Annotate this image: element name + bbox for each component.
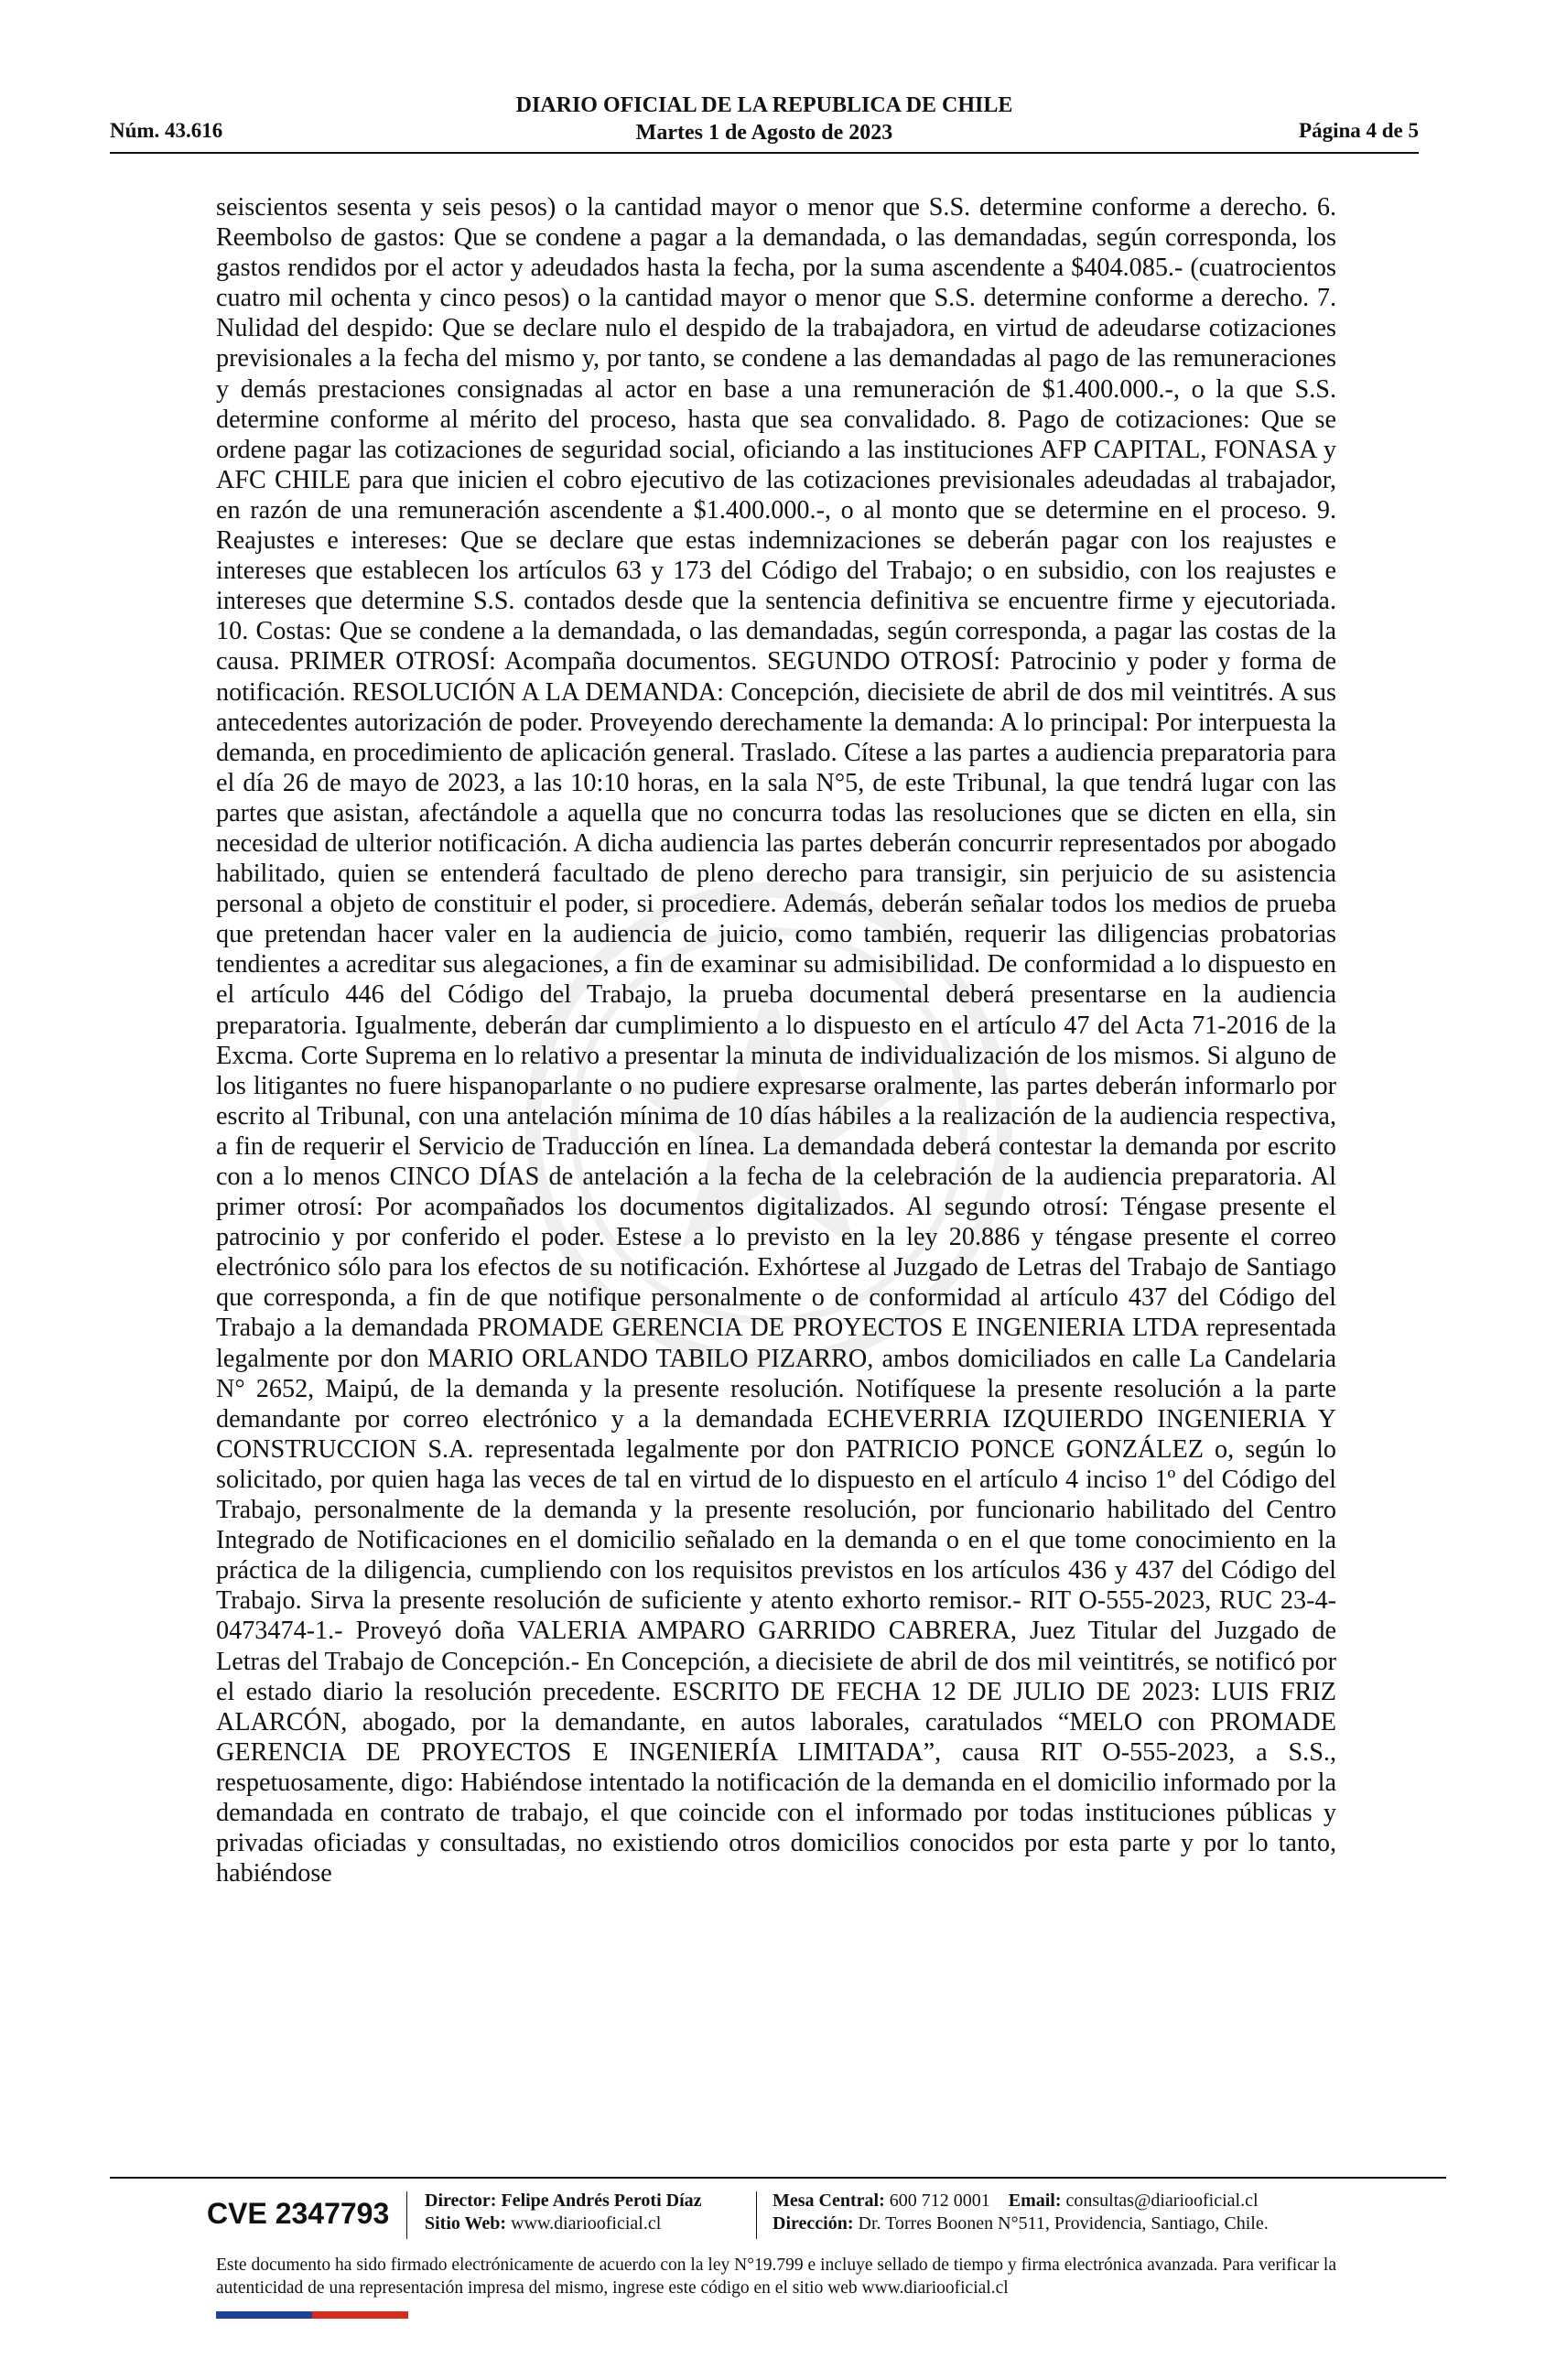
footer-director-block	[425, 2190, 702, 2235]
document-body	[216, 192, 1336, 1888]
footer-rule	[110, 2177, 1446, 2179]
email-label: Email:	[1008, 2191, 1062, 2211]
direccion-label: Dirección:	[773, 2213, 854, 2234]
footer-divider	[756, 2191, 757, 2239]
page-indicator: Página 4 de 5	[1299, 119, 1419, 142]
newspaper-title: DIARIO OFICIAL DE LA REPUBLICA DE CHILE	[515, 93, 1013, 117]
issue-date: Martes 1 de Agosto de 2023	[635, 121, 893, 145]
mesa-phone: 600 712 0001	[889, 2191, 990, 2211]
flag-blue-segment	[216, 2311, 312, 2319]
signature-notice: Este documento ha sido firmado electrónicamente de acuerdo con la ley N°19.799 e incluye sellado de tiempo y firma electrónica avanzada. Para verificar la autenticidad de una representación impresa del mismo, ingrese este código en el sitio web www.diariooficial.cl	[216, 2256, 1336, 2298]
body-paragraph: seiscientos sesenta y seis pesos) o la cantidad mayor o menor que S.S. determine conforme a derecho. 6. Reembolso de gastos: Que se condene a pagar a la demandada, o las demandadas, según corresponda, los gastos rendidos por el actor y adeudados hasta la fecha, por la suma ascendente a $404.085.- (cuatrocientos cuatro mil ochenta y cinco pesos) o la cantidad mayor o menor que S.S. determine conforme a derecho. 7. Nulidad del despido: Que se declare nulo el despido de la trabajadora, en virtud de adeudarse cotizaciones previsionales a la fecha del mismo y, por tanto, se condene a las demandadas al pago de las remuneraciones y demás prestaciones consignadas al actor en base a una remuneración de $1.400.000.-, o la que S.S. determine conforme al mérito del proceso, hasta que sea convalidado. 8. Pago de cotizaciones: Que se ordene pagar las cotizaciones de seguridad social, oficiando a las instituciones AFP CAPITAL, FONASA y AFC CHILE para que inicien el cobro ejecutivo de las cotizaciones previsionales adeudadas al trabajador, en razón de una remuneración ascendente a $1.400.000.-, o al monto que se determine en el proceso. 9. Reajustes e intereses: Que se declare que estas indemnizaciones se deberán pagar con los reajustes e intereses que establecen los artículos 63 y 173 del Código del Trabajo; o en subsidio, con los reajustes e intereses que determine S.S. contados desde que la sentencia definitiva se encuentre firme y ejecutoriada. 10. Costas: Que se condene a la demandada, o las demandadas, según corresponda, a pagar las costas de la causa. PRIMER OTROSÍ: Acompaña documentos. SEGUNDO OTROSÍ: Patrocinio y poder y forma de notificación. RESOLUCIÓN A LA DEMANDA: Concepción, diecisiete de abril de dos mil veintitrés. A sus antecedentes autorización de poder. Proveyendo derechamente la demanda: A lo principal: Por interpuesta la demanda, en procedimiento de aplicación general. Traslado. Cítese a las partes a audiencia preparatoria para el día 26 de mayo de 2023, a las 10:10 horas, en la sala N°5, de este Tribunal, la que tendrá lugar con las partes que asistan, afectándole a aquella que no concurra todas las resoluciones que se dicten en ella, sin necesidad de ulterior notificación. A dicha audiencia las partes deberán concurrir representados por abogado habilitado, quien se entenderá facultado de pleno derecho para transigir, sin perjuicio de su asistencia personal a objeto de constituir el poder, si procediere. Además, deberán señalar todos los medios de prueba que pretendan hacer valer en la audiencia de juicio, como también, requerir las diligencias probatorias tendientes a acreditar sus alegaciones, a fin de examinar su admisibilidad. De conformidad a lo dispuesto en el artículo 446 del Código del Trabajo, la prueba documental deberá presentarse en la audiencia preparatoria. Igualmente, deberán dar cumplimiento a lo dispuesto en el artículo 47 del Acta 71-2016 de la Excma. Corte Suprema en lo relativo a presentar la minuta de individualización de los mismos. Si alguno de los litigantes no fuere hispanoparlante o no pudiere expresarse oralmente, las partes deberán informarlo por escrito al Tribunal, con una antelación mínima de 10 días hábiles a la realización de la audiencia respectiva, a fin de requerir el Servicio de Traducción en línea. La demandada deberá contestar la demanda por escrito con a lo menos CINCO DÍAS de antelación a la fecha de la celebración de la audiencia preparatoria. Al primer otrosí: Por acompañados los documentos digitalizados. Al segundo otrosí: Téngase presente el patrocinio y por conferido el poder. Estese a lo previsto en la ley 20.886 y téngase presente el correo electrónico sólo para los efectos de su notificación. Exhórtese al Juzgado de Letras del Trabajo de Santiago que corresponda, a fin de que notifique personalmente o de conformidad al artículo 437 del Código del Trabajo a la demandada PROMADE GERENCIA DE PROYECTOS E INGENIERIA LTDA representada legalmente por don MARIO ORLANDO TABILO PIZARRO, ambos domiciliados en calle La Candelaria N° 2652, Maipú, de la demanda y la presente resolución. Notifíquese la presente resolución a la parte demandante por correo electrónico y a la demandada ECHEVERRIA IZQUIERDO INGENIERIA Y CONSTRUCCION S.A. representada legalmente por don PATRICIO PONCE GONZÁLEZ o, según lo solicitado, por quien haga las veces de tal en virtud de lo dispuesto en el artículo 4 inciso 1º del Código del Trabajo, personalmente de la demanda y la presente resolución, por funcionario habilitado del Centro Integrado de Notificaciones en el domicilio señalado en la demanda o en el que tome conocimiento en la práctica de la diligencia, cumpliendo con los requisitos previstos en los artículos 436 y 437 del Código del Trabajo. Sirva la presente resolución de suficiente y atento exhorto remisor.- RIT O-555-2023, RUC 23-4-0473474-1.- Proveyó doña VALERIA AMPARO GARRIDO CABRERA, Juez Titular del Juzgado de Letras del Trabajo de Concepción.- En Concepción, a diecisiete de abril de dos mil veintitrés, se notificó por el estado diario la resolución precedente. ESCRITO DE FECHA 12 DE JULIO DE 2023: LUIS FRIZ ALARCÓN, abogado, por la demandante, en autos laborales, caratulados “MELO con PROMADE GERENCIA DE PROYECTOS E INGENIERÍA LIMITADA”, causa RIT O-555-2023, a S.S., respetuosamente, digo: Habiéndose intentado la notificación de la demanda en el domicilio informado por la demandada en contrato de trabajo, el que coincide con el informado por todas instituciones públicas y privadas oficiadas y consultadas, no existiendo otros domicilios conocidos por esta parte y por lo tanto, habiéndose	[216, 193, 1336, 1888]
page-footer	[207, 2188, 1369, 2243]
header-rule	[110, 152, 1419, 154]
director-label: Director:	[425, 2191, 497, 2211]
mesa-label: Mesa Central:	[773, 2191, 885, 2211]
web-link[interactable]: www.diariooficial.cl	[511, 2213, 662, 2234]
footer-divider	[406, 2191, 407, 2239]
web-label: Sitio Web:	[425, 2213, 507, 2234]
flag-red-segment	[312, 2311, 408, 2319]
header-center	[110, 92, 1419, 146]
cve-code: CVE 2347793	[207, 2197, 390, 2230]
page-header	[110, 92, 1419, 156]
direccion-address: Dr. Torres Boonen N°511, Providencia, Santiago, Chile.	[858, 2213, 1269, 2234]
chile-flag-stripe	[216, 2311, 408, 2319]
email-link[interactable]: consultas@diariooficial.cl	[1065, 2191, 1259, 2211]
footer-contact-block	[773, 2190, 1269, 2235]
director-name: Felipe Andrés Peroti Díaz	[501, 2191, 702, 2211]
issue-number: Núm. 43.616	[110, 119, 223, 142]
